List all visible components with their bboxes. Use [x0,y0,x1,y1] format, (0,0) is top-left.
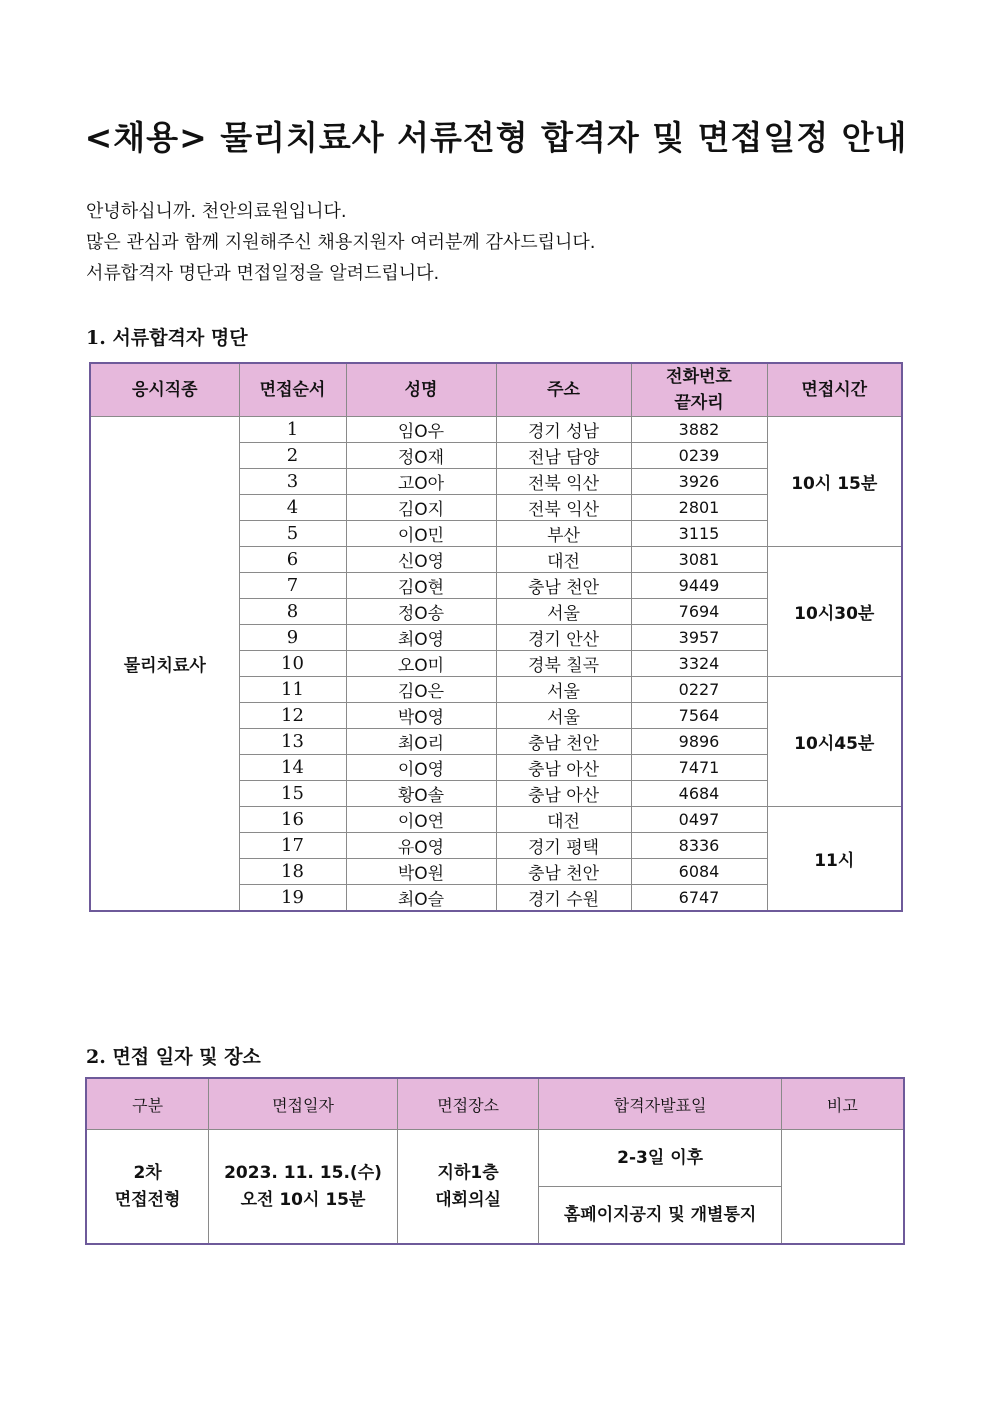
phone-cell: 4684 [631,781,767,807]
phone-cell: 3081 [631,547,767,573]
name-cell: 김O현 [346,573,496,599]
address-cell: 서울 [496,703,631,729]
name-cell: 임O우 [346,417,496,443]
announce-how-cell: 홈페이지공지 및 개별통지 [539,1187,781,1245]
order-cell: 3 [239,469,346,495]
time-cell: 11시 [767,807,902,912]
phone-cell: 0497 [631,807,767,833]
phone-cell: 7694 [631,599,767,625]
date-line1: 2023. 11. 15.(수) [224,1162,382,1183]
order-cell: 13 [239,729,346,755]
time-cell: 10시30분 [767,547,902,677]
name-cell: 이O영 [346,755,496,781]
interview-table [85,1077,905,1245]
address-cell: 서울 [496,677,631,703]
note-cell [781,1130,904,1245]
order-cell: 11 [239,677,346,703]
applicants-body [90,417,902,912]
time-cell: 10시45분 [767,677,902,807]
phone-cell: 3324 [631,651,767,677]
intro-line: 많은 관심과 함께 지원해주신 채용지원자 여러분께 감사드립니다. [86,232,596,253]
address-cell: 충남 아산 [496,781,631,807]
phone-cell: 2801 [631,495,767,521]
phone-cell: 8336 [631,833,767,859]
header-time: 면접시간 [767,363,902,417]
section1-heading: 1. 서류합격자 명단 [86,327,248,349]
order-cell: 16 [239,807,346,833]
name-cell: 오O미 [346,651,496,677]
intro-line: 서류합격자 명단과 면접일정을 알려드립니다. [86,263,440,284]
header-note: 비고 [781,1078,904,1130]
phone-cell: 3115 [631,521,767,547]
date-cell [209,1130,398,1245]
phone-cell: 9449 [631,573,767,599]
table-header-row [90,363,902,417]
address-cell: 충남 천안 [496,573,631,599]
phone-cell: 0239 [631,443,767,469]
time-cell: 10시 15분 [767,417,902,547]
address-cell: 대전 [496,807,631,833]
header-category: 구분 [86,1078,209,1130]
phone-cell: 3957 [631,625,767,651]
address-cell: 충남 천안 [496,729,631,755]
name-cell: 고O아 [346,469,496,495]
name-cell: 유O영 [346,833,496,859]
place-line1: 지하1층 [437,1162,499,1183]
intro-line: 안녕하십니까. 천안의료원입니다. [86,201,347,222]
order-cell: 2 [239,443,346,469]
address-cell: 경기 성남 [496,417,631,443]
phone-cell: 6747 [631,885,767,912]
phone-cell: 6084 [631,859,767,885]
name-cell: 이O연 [346,807,496,833]
address-cell: 충남 천안 [496,859,631,885]
address-cell: 경기 안산 [496,625,631,651]
intro-text [86,196,596,289]
phone-cell: 9896 [631,729,767,755]
category-cell [86,1130,209,1245]
name-cell: 신O영 [346,547,496,573]
header-order: 면접순서 [239,363,346,417]
place-line2: 대회의실 [435,1189,501,1210]
name-cell: 황O솔 [346,781,496,807]
address-cell: 전북 익산 [496,495,631,521]
address-cell: 대전 [496,547,631,573]
order-cell: 19 [239,885,346,912]
table-header-row [86,1078,904,1130]
name-cell: 최O슬 [346,885,496,912]
category-line1: 2차 [133,1162,162,1183]
address-cell: 서울 [496,599,631,625]
header-name: 성명 [346,363,496,417]
phone-cell: 7471 [631,755,767,781]
order-cell: 4 [239,495,346,521]
order-cell: 9 [239,625,346,651]
header-job: 응시직종 [90,363,239,417]
category-line2: 면접전형 [114,1189,181,1210]
phone-cell: 7564 [631,703,767,729]
order-cell: 17 [239,833,346,859]
header-address: 주소 [496,363,631,417]
table-row [90,417,902,443]
phone-cell: 3882 [631,417,767,443]
name-cell: 박O영 [346,703,496,729]
name-cell: 정O재 [346,443,496,469]
order-cell: 18 [239,859,346,885]
address-cell: 전북 익산 [496,469,631,495]
header-phone-line1: 전화번호 [666,367,732,387]
order-cell: 14 [239,755,346,781]
order-cell: 15 [239,781,346,807]
order-cell: 8 [239,599,346,625]
phone-cell: 0227 [631,677,767,703]
name-cell: 최O리 [346,729,496,755]
page-title: <채용> 물리치료사 서류전형 합격자 및 면접일정 안내 [84,118,908,157]
name-cell: 김O지 [346,495,496,521]
name-cell: 정O송 [346,599,496,625]
phone-cell: 3926 [631,469,767,495]
applicants-table [89,362,903,912]
table-row [86,1130,904,1187]
address-cell: 충남 아산 [496,755,631,781]
order-cell: 5 [239,521,346,547]
job-cell: 물리치료사 [90,417,239,912]
name-cell: 최O영 [346,625,496,651]
order-cell: 6 [239,547,346,573]
address-cell: 경기 평택 [496,833,631,859]
address-cell: 경북 칠곡 [496,651,631,677]
announce-when-cell: 2-3일 이후 [539,1130,781,1187]
order-cell: 7 [239,573,346,599]
date-line2: 오전 10시 15분 [240,1189,366,1210]
name-cell: 이O민 [346,521,496,547]
name-cell: 김O은 [346,677,496,703]
address-cell: 경기 수원 [496,885,631,912]
header-date: 면접일자 [209,1078,398,1130]
header-place: 면접장소 [397,1078,539,1130]
place-cell [397,1130,539,1245]
address-cell: 부산 [496,521,631,547]
order-cell: 12 [239,703,346,729]
header-phone-line2: 끝자리 [674,393,724,413]
header-phone [631,363,767,417]
name-cell: 박O원 [346,859,496,885]
header-announce: 합격자발표일 [539,1078,781,1130]
order-cell: 1 [239,417,346,443]
order-cell: 10 [239,651,346,677]
address-cell: 전남 담양 [496,443,631,469]
section2-heading: 2. 면접 일자 및 장소 [86,1046,261,1068]
